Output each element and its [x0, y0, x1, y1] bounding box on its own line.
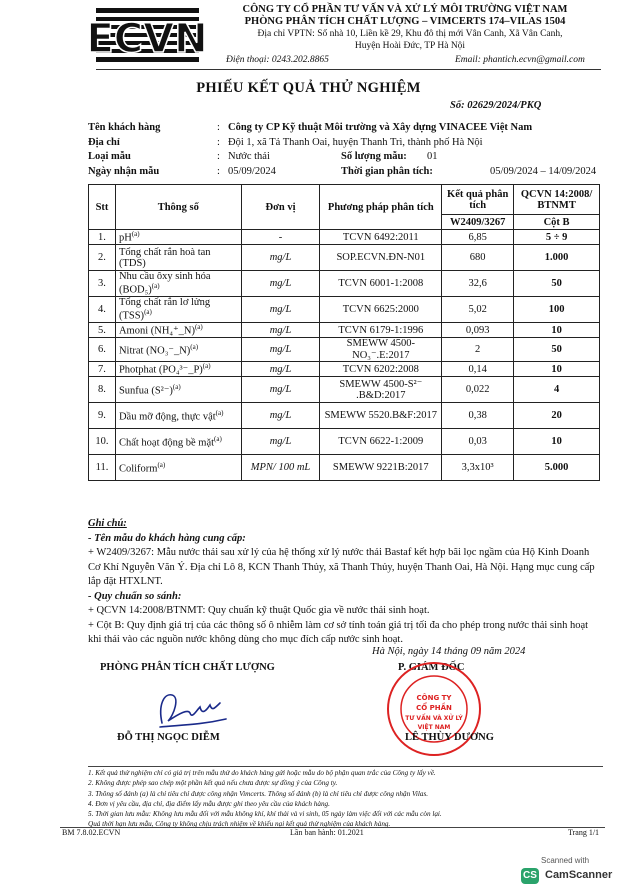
customer-value: Công ty CP Kỹ thuật Môi trường và Xây dựng VINACEE Việt Nam: [228, 122, 533, 133]
row-limit: 5 ÷ 9: [514, 230, 600, 245]
row-method: SMEWW 9221B:2017: [320, 455, 442, 481]
row-unit: MPN/ 100 mL: [241, 455, 320, 481]
row-result: 32,6: [442, 271, 514, 297]
table-row: [89, 377, 600, 403]
table-row: [89, 403, 600, 429]
received-date-label: Ngày nhận mẫu: [88, 165, 160, 177]
row-limit: 50: [514, 338, 600, 362]
address-line-1: Địa chỉ VPTN: Số nhà 10, Liền kề 29, Khu đô thị mới Vân Canh, Xã Vân Canh,: [257, 29, 563, 39]
colon: :: [217, 136, 220, 148]
row-parameter: Photphat (PO₄³⁻_P)$^{(a)}$: [115, 362, 241, 377]
received-date-value: 05/09/2024: [228, 165, 276, 177]
report-number: Số: 02629/2024/PKQ: [450, 100, 542, 111]
column-b-description: + Cột B: Quy định giá trị của các thông số ô nhiễm làm cơ sở tính toán giá trị tối đa cho phép trong nước thải sinh hoạt khi thải vào các nguồn nước không dùng cho mục đích cấp nước sinh hoạt.: [88, 619, 589, 645]
accreditation-mark: (a): [202, 362, 211, 371]
row-unit: mg/L: [241, 271, 320, 297]
email: Email: phantich.ecvn@gmail.com: [455, 55, 585, 65]
row-result: 0,022: [442, 377, 514, 403]
accreditation-mark: (a): [172, 382, 181, 391]
header-parameter: Thông số: [115, 185, 241, 230]
row-stt: 8.: [89, 377, 116, 403]
header-divider: [96, 69, 601, 70]
row-method: SMEWW 4500-NO₃⁻.E:2017: [320, 338, 442, 362]
address-label: Địa chỉ: [88, 136, 120, 148]
document-title: PHIẾU KẾT QUẢ THỬ NGHIỆM: [196, 80, 421, 96]
header-method: Phương pháp phân tích: [320, 185, 442, 230]
address-value: Đội 1, xã Tả Thanh Oai, huyện Thanh Trì, thành phố Hà Nội: [228, 136, 483, 148]
notes-section: [88, 517, 603, 648]
row-stt: 9.: [89, 403, 116, 429]
table-row: [89, 230, 600, 245]
row-method: TCVN 6202:2008: [320, 362, 442, 377]
row-parameter: Nhu cầu ôxy sinh hóa $(BOD_5)^{(a)}$: [115, 271, 241, 297]
address-line-2: Huyện Hoài Đức, TP Hà Nội: [354, 41, 466, 51]
footer-note: 2. Không được phép sao chép một phần kết quả nếu chưa được sự đồng ý của Công ty.: [88, 779, 338, 788]
accreditation-mark: (a): [157, 460, 166, 469]
sample-description: + W2409/3267: Mẫu nước thải sau xử lý của hệ thống xử lý nước thải Bastaf kết hợp bãi lọc ngầm của Hộ Kinh Doanh Cơ Khí Nguyễn Văn Ý. Địa chỉ Lô 8, KCN Thanh Thủy, xã Thanh Thủy, huyện Thanh Oai, Hà Nội. Hạng mục cung cấp lắp đặt HTXLNT.: [88, 547, 595, 587]
row-parameter: Amoni (NH₄⁺_N)$^{(a)}$: [115, 323, 241, 338]
row-parameter: Tổng chất rắn hoà tan (TDS): [115, 245, 241, 271]
svg-text:CÔNG TY: CÔNG TY: [416, 694, 452, 702]
director-title: P. GIÁM ĐỐC: [398, 662, 465, 673]
row-stt: 4.: [89, 297, 116, 323]
row-limit: 20: [514, 403, 600, 429]
standard-heading: - Quy chuẩn so sánh:: [88, 590, 182, 602]
row-unit: mg/L: [241, 403, 320, 429]
header-result: Kết quả phân tích: [442, 185, 514, 215]
row-unit: -: [241, 230, 320, 245]
row-result: 6,85: [442, 230, 514, 245]
row-unit: mg/L: [241, 297, 320, 323]
svg-text:VIỆT NAM: VIỆT NAM: [417, 724, 451, 731]
row-stt: 11.: [89, 455, 116, 481]
row-unit: mg/L: [241, 377, 320, 403]
signing-date: Hà Nội, ngày 14 tháng 09 năm 2024: [372, 646, 526, 657]
customer-label: Tên khách hàng: [88, 122, 161, 133]
row-method: SMEWW 5520.B&F:2017: [320, 403, 442, 429]
sample-type-label: Loại mẫu: [88, 151, 131, 162]
signature: [150, 685, 230, 735]
row-stt: 7.: [89, 362, 116, 377]
accreditation-mark: (a): [190, 342, 199, 351]
row-stt: 3.: [89, 271, 116, 297]
table-row: [89, 323, 600, 338]
lab-name: PHÒNG PHÂN TÍCH CHẤT LƯỢNG – VIMCERTS 174–VILAS 1504: [244, 16, 566, 27]
row-unit: mg/L: [241, 245, 320, 271]
row-method: SOP.ECVN.ĐN-N01: [320, 245, 442, 271]
footer-note: 1. Kết quả thử nghiệm chỉ có giá trị trên mẫu thử do khách hàng gửi hoặc mẫu do bộ phận quan trắc của Công ty lấy về.: [88, 769, 436, 777]
company-address: [210, 28, 610, 52]
notes-heading: Ghi chú:: [88, 518, 127, 529]
table-row: [89, 429, 600, 455]
form-code: BM 7.8.02.ECVN: [62, 828, 121, 837]
row-parameter: Chất hoạt động bề mặt$^{(a)}$: [115, 429, 241, 455]
footer-note: Quá thời hạn lưu mẫu, Công ty không chịu trách nhiệm về khiếu nại kết quả thử nghiệm của khách hàng.: [88, 820, 391, 829]
row-parameter: Sunfua $(S^{2-})^{(a)}$: [115, 377, 241, 403]
svg-text:TƯ VẤN VÀ XỬ LÝ: TƯ VẤN VÀ XỬ LÝ: [405, 715, 463, 722]
row-method: TCVN 6625:2000: [320, 297, 442, 323]
row-stt: 1.: [89, 230, 116, 245]
header-column-b: Cột B: [514, 215, 600, 230]
row-method: TCVN 6001-1:2008: [320, 271, 442, 297]
analysis-time-value: 05/09/2024 – 14/09/2024: [490, 165, 597, 177]
camscanner-icon: CS: [521, 868, 539, 884]
header-stt: Stt: [89, 185, 116, 230]
row-result: 680: [442, 245, 514, 271]
phone: Điện thoại: 0243.202.8865: [226, 55, 329, 65]
row-result: 5,02: [442, 297, 514, 323]
row-limit: 10: [514, 362, 600, 377]
director-signer-name: LÊ THÙY DƯƠNG: [405, 732, 494, 743]
lab-signer-name: ĐỖ THỊ NGỌC DIỄM: [117, 732, 220, 743]
accreditation-mark: (a): [144, 308, 152, 317]
edition: Lần ban hành: 01.2021: [290, 828, 364, 837]
row-limit: 1.000: [514, 245, 600, 271]
sample-qty-label: Số lượng mẫu:: [341, 151, 407, 162]
table-row: [89, 245, 600, 271]
footer-note: 4. Đơn vị yêu cầu, địa chỉ, địa điểm lấy mẫu được ghi theo yêu cầu của khách hàng.: [88, 799, 330, 808]
table-row: [89, 271, 600, 297]
row-method: TCVN 6179-1:1996: [320, 323, 442, 338]
sample-type-value: Nước thải: [228, 151, 270, 162]
row-result: 0,093: [442, 323, 514, 338]
colon: :: [217, 122, 220, 133]
row-unit: mg/L: [241, 362, 320, 377]
row-stt: 6.: [89, 338, 116, 362]
row-limit: 10: [514, 429, 600, 455]
camscanner-badge: [519, 852, 613, 888]
table-row: [89, 338, 600, 362]
accreditation-mark: (a): [214, 434, 222, 443]
row-unit: mg/L: [241, 338, 320, 362]
company-name: [210, 4, 600, 28]
row-limit: 100: [514, 297, 600, 323]
row-limit: 4: [514, 377, 600, 403]
colon: :: [217, 165, 220, 177]
ecvn-logo: [86, 8, 208, 62]
svg-text:ECVN: ECVN: [86, 16, 208, 62]
accreditation-mark: (a): [194, 323, 203, 332]
table-row: [89, 362, 600, 377]
row-stt: 5.: [89, 323, 116, 338]
colon: :: [217, 151, 220, 162]
analysis-time-label: Thời gian phân tích:: [341, 165, 433, 177]
accreditation-mark: (a): [151, 282, 160, 291]
lab-department-title: PHÒNG PHÂN TÍCH CHẤT LƯỢNG: [100, 662, 275, 673]
company-stamp: [385, 660, 483, 758]
row-method: TCVN 6622-1:2009: [320, 429, 442, 455]
row-method: TCVN 6492:2011: [320, 230, 442, 245]
row-result: 0,03: [442, 429, 514, 455]
row-parameter: Nitrat (NO₃⁻_N)$^{(a)}$: [115, 338, 241, 362]
row-limit: 10: [514, 323, 600, 338]
row-method: SMEWW 4500-S²⁻ .B&D:2017: [320, 377, 442, 403]
accreditation-mark: (a): [215, 408, 224, 417]
scanned-with-text: Scanned with: [541, 856, 590, 865]
row-result: 0,14: [442, 362, 514, 377]
company-name-text: CÔNG TY CỔ PHẦN TƯ VẤN VÀ XỬ LÝ MÔI TRƯỜNG VIỆT NAM: [242, 4, 568, 15]
row-parameter: Coliform$^{(a)}$: [115, 455, 241, 481]
page-number: Trang 1/1: [568, 828, 600, 837]
standard-description: + QCVN 14:2008/BTNMT: Quy chuẩn kỹ thuật Quốc gia về nước thải sinh hoạt.: [88, 605, 430, 616]
header-unit: Đơn vị: [241, 185, 320, 230]
table-row: [89, 297, 600, 323]
table-row: [89, 455, 600, 481]
row-unit: mg/L: [241, 429, 320, 455]
footer-note: 3. Thông số đánh (a) là chỉ tiêu chỉ được công nhận Vimcerts. Thông số đánh (b) là chỉ tiêu chỉ được công nhận Vilas.: [88, 789, 429, 798]
row-stt: 2.: [89, 245, 116, 271]
camscanner-name: CamScanner: [545, 869, 613, 881]
row-result: 2: [442, 338, 514, 362]
row-parameter: $pH^{(a)}$: [115, 230, 241, 245]
footer-notes: [88, 768, 603, 830]
header-sample-code: W2409/3267: [442, 215, 514, 230]
row-limit: 50: [514, 271, 600, 297]
row-parameter: Dầu mỡ động, thực vật$^{(a)}$: [115, 403, 241, 429]
header-standard: QCVN 14:2008/ BTNMT: [514, 185, 600, 215]
row-stt: 10.: [89, 429, 116, 455]
sample-name-heading: - Tên mẫu do khách hàng cung cấp:: [88, 532, 246, 544]
row-result: 0,38: [442, 403, 514, 429]
footer-note: 5. Thời gian lưu mẫu: Không lưu mẫu đối với mẫu không khí, khí thải và vi sinh, 05 ngày làm việc đối với các mẫu còn lại.: [88, 810, 442, 819]
results-table: [88, 184, 600, 481]
svg-text:CỔ PHẦN: CỔ PHẦN: [416, 704, 452, 712]
row-result: 3,3x10³: [442, 455, 514, 481]
accreditation-mark: (a): [131, 230, 140, 239]
sample-qty-value: 01: [427, 151, 438, 162]
row-limit: 5.000: [514, 455, 600, 481]
footer-divider: [88, 766, 603, 767]
row-parameter: Tổng chất rắn lơ lửng (TSS)$^{(a)}$: [115, 297, 241, 323]
row-unit: mg/L: [241, 323, 320, 338]
